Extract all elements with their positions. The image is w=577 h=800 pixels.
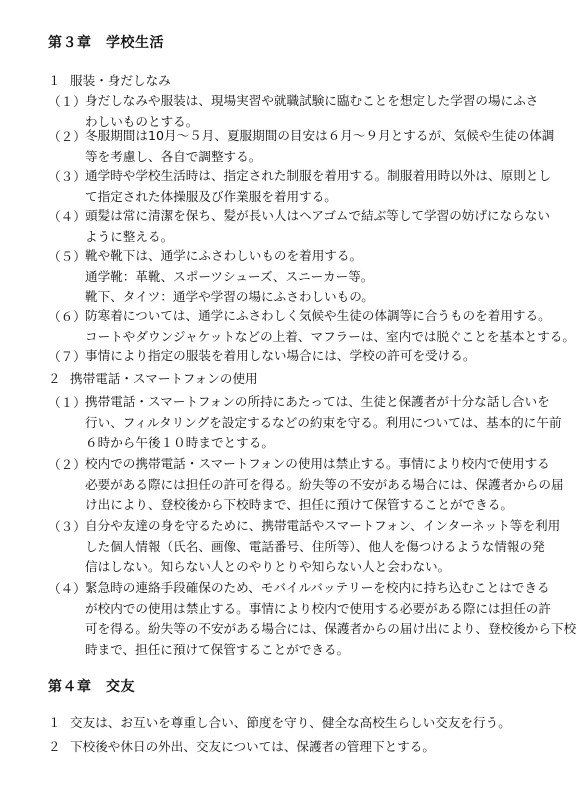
chapter-4-item-1	[48, 712, 511, 731]
item-line: 等を考慮し、各自で調整する。	[85, 148, 262, 164]
item-body	[85, 306, 575, 347]
item-text: 下校後や休日の外出、交友については、保護者の管理下とする。	[70, 739, 435, 754]
item-number: （３）	[48, 169, 86, 184]
item-line: 自分や友達の身を守るために、携帯電話やスマートフォン、インターネット等を利用	[85, 518, 561, 533]
item-line: コートやダウンジャケットなどの上着、マフラーは、室内では脱ぐことを基本とする。	[85, 328, 575, 344]
section-2-title: 携帯電話・スマートフォンの使用	[70, 371, 258, 386]
chapter-4-title: 第４章 交友	[48, 679, 135, 695]
item-line: 緊急時の連絡手段確保のため、モバイルバッテリーを校内に持ち込むことはできる	[85, 580, 550, 595]
item-number: （３）	[48, 519, 86, 534]
item-line: 携帯電話・スマートフォンの所持にあたっては、生徒と保護者が十分な話し合いを	[85, 394, 550, 409]
item-number: １	[48, 715, 61, 730]
item-line: した個人情報（氏名、画像、電話番号、住所等）、他人を傷つけるような情報の発	[85, 538, 545, 554]
item-body	[85, 516, 563, 578]
item-number: （５）	[48, 249, 86, 264]
item-number: （４）	[48, 581, 86, 596]
item-line: 靴下、タイツ：通学や学習の場にふさわしいもの。	[85, 289, 374, 305]
chapter-3-title: 第３章 学校生活	[48, 35, 164, 51]
item-line: ように整える。	[85, 228, 174, 244]
item-line: 可を得る。紛失等の不安がある場合には、保護者からの届け出により、登校後から下校	[85, 621, 577, 637]
item-number: （７）	[48, 349, 86, 364]
item-line: 頭髪は常に清潔を保ち、髪が長い人はヘアゴムで結ぶ等して学習の妨げにならない	[85, 208, 550, 223]
item-line: わしいものとする。	[85, 113, 199, 129]
item-line: が校内での使用は禁止する。事情により校内で使用する必要がある際には担任の許	[85, 600, 551, 616]
item-line: て指定された体操服及び作業服を着用する。	[85, 188, 337, 204]
item-body	[85, 578, 577, 660]
item-body	[85, 454, 563, 516]
item-body	[85, 166, 563, 207]
item-line: 冬服期間は10月～５月、夏服期間の目安は６月～９月とするが、気候や生徒の体調	[85, 128, 555, 143]
item-line: 身だしなみや服装は、現場実習や就職試験に臨むことを想定した学習の場にふさ	[85, 93, 539, 108]
item-line: 信はしない。知らない人とのやりとりや知らない人と会わない。	[85, 559, 451, 575]
item-line: け出により、登校後から下校時まで、担任に預けて保管することができる。	[85, 497, 513, 513]
section-1-heading	[48, 70, 171, 89]
item-number: （１）	[48, 395, 86, 410]
item-line: 靴や靴下は、通学にふさわしいものを着用する。	[85, 248, 363, 263]
item-line: 必要がある際には担任の許可を得る。紛失等の不安がある場合には、保護者からの届	[85, 476, 564, 492]
item-line: 通学靴：革靴、スポーツシューズ、スニーカー等。	[85, 268, 374, 284]
section-1-title: 服装・身だしなみ	[70, 73, 171, 88]
item-line: 時まで、担任に預けて保管することができる。	[85, 641, 350, 657]
chapter-4-item-2	[48, 736, 435, 755]
item-body	[85, 346, 563, 367]
item-number: （４）	[48, 209, 86, 224]
item-body	[85, 206, 563, 247]
item-number: （６）	[48, 309, 86, 324]
section-2-heading	[48, 368, 258, 387]
item-number: ２	[48, 739, 61, 754]
item-number: （２）	[48, 129, 86, 144]
item-body	[85, 126, 563, 167]
item-line: ６時から午後１０時までとする。	[85, 435, 274, 451]
item-line: 通学時や学校生活時は、指定された制服を着用する。制服着用時以外は、原則とし	[85, 168, 551, 183]
item-text: 交友は、お互いを尊重し合い、節度を守り、健全な高校生らしい交友を行う。	[70, 715, 511, 730]
item-line: 事情により指定の服装を着用しない場合には、学校の許可を受ける。	[85, 348, 476, 363]
item-line: 行い、フィルタリングを設定するなどの約束を守る。利用については、基本的に午前	[85, 414, 562, 430]
item-number: （１）	[48, 94, 86, 109]
section-2-number: ２	[48, 371, 61, 386]
item-body	[85, 246, 563, 308]
item-line: 防寒着については、通学にふさわしく気候や生徒の体調等に合うものを着用する。	[85, 308, 551, 323]
item-number: （２）	[48, 457, 86, 472]
item-line: 校内での携帯電話・スマートフォンの使用は禁止する。事情により校内で使用する	[85, 456, 550, 471]
item-body	[85, 392, 563, 454]
section-1-number: １	[48, 73, 61, 88]
